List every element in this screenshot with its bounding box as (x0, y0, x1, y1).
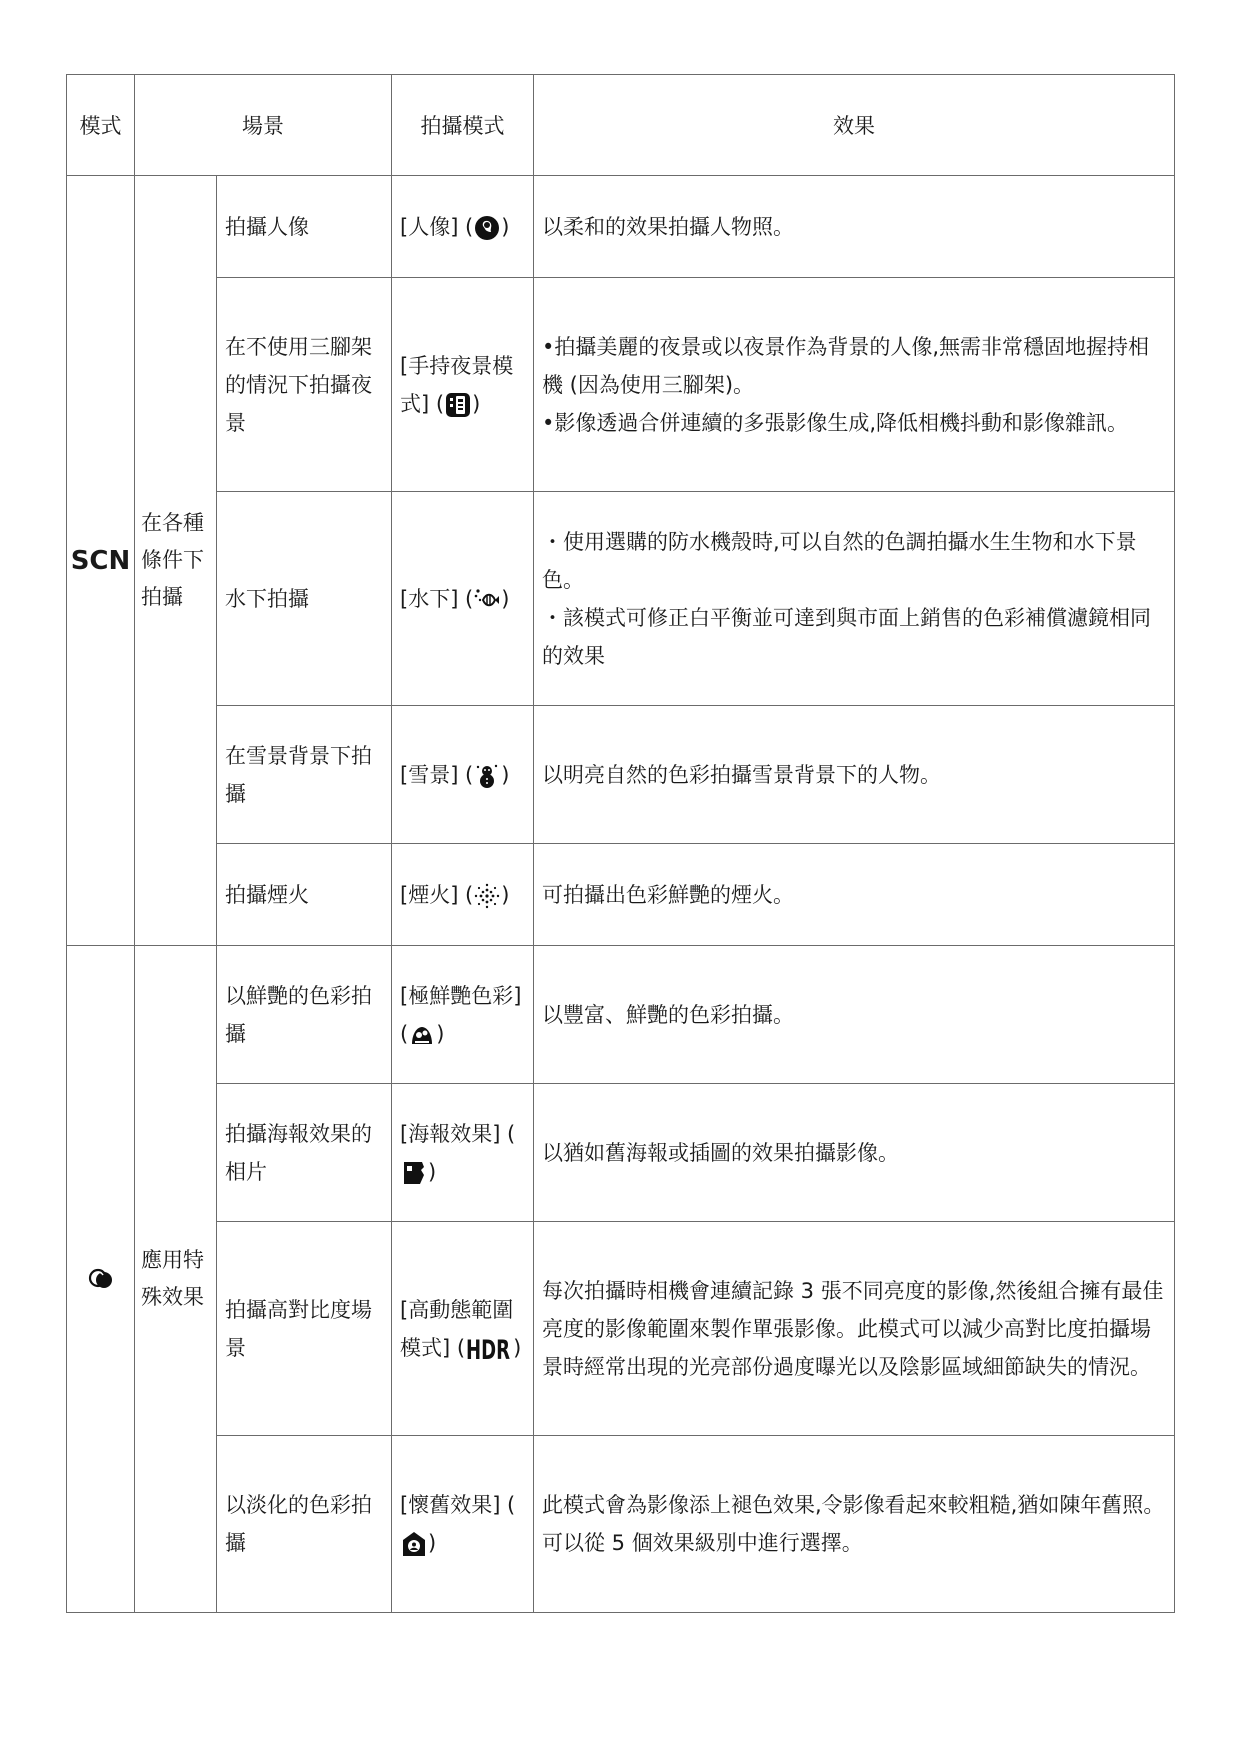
header-mode: 模式 (67, 75, 135, 176)
table-row (67, 844, 1175, 946)
table-row (67, 1436, 1175, 1613)
special-effects-icon (88, 1266, 114, 1292)
mode-cell-special-effects (67, 946, 135, 1613)
scene-cell: 拍攝高對比度場景 (217, 1222, 392, 1436)
header-scene: 場景 (135, 75, 392, 176)
scene-cell: 拍攝人像 (217, 176, 392, 278)
shooting-mode-cell: [懷舊效果] ( ) (392, 1436, 534, 1613)
shooting-mode-cell: [煙火] ( ) (392, 844, 534, 946)
effect-cell: 以猶如舊海報或插圖的效果拍攝影像。 (534, 1084, 1175, 1222)
effect-line: ・該模式可修正白平衡並可達到與市面上銷售的色彩補償濾鏡相同的效果 (542, 605, 1151, 668)
effect-cell: 每次拍攝時相機會連續記錄 3 張不同亮度的影像,然後組合擁有最佳亮度的影像範圍來製作單張影像。此模式可以減少高對比度拍攝場景時經常出現的光亮部份過度曝光以及陰影區域細節缺失的情況。 (534, 1222, 1175, 1436)
mode-cell-scn (67, 176, 135, 946)
nostalgic-effect-icon (401, 1531, 427, 1557)
table-row (67, 492, 1175, 706)
scene-cell: 拍攝煙火 (217, 844, 392, 946)
scene-cell: 以鮮艷的色彩拍攝 (217, 946, 392, 1084)
category-cell: 在各種條件下拍攝 (135, 176, 217, 946)
shooting-mode-label: [高動態範圍模式] ( (400, 1297, 514, 1360)
effect-cell: 此模式會為影像添上褪色效果,令影像看起來較粗糙,猶如陳年舊照。可以從 5 個效果級別中進行選擇。 (534, 1436, 1175, 1613)
effect-cell: 以明亮自然的色彩拍攝雪景背景下的人物。 (534, 706, 1175, 844)
scene-cell: 在不使用三腳架的情況下拍攝夜景 (217, 278, 392, 492)
table-row (67, 1084, 1175, 1222)
scene-cell: 水下拍攝 (217, 492, 392, 706)
shooting-modes-table (66, 74, 1175, 1613)
shooting-mode-label: [人像] ( (400, 214, 474, 239)
shooting-mode-label: [懷舊效果] ( (400, 1493, 516, 1517)
scene-cell: 在雪景背景下拍攝 (217, 706, 392, 844)
shooting-mode-label: [極鮮艷色彩] ( (400, 983, 522, 1046)
scene-cell: 拍攝海報效果的相片 (217, 1084, 392, 1222)
shooting-mode-cell: [極鮮艷色彩] ( ) (392, 946, 534, 1084)
shooting-mode-cell: [雪景] ( ) (392, 706, 534, 844)
table-row (67, 706, 1175, 844)
fireworks-icon (474, 883, 500, 909)
effect-cell (534, 492, 1175, 706)
table-row (67, 278, 1175, 492)
portrait-icon (474, 215, 500, 241)
handheld-night-icon (445, 392, 471, 418)
effect-cell: 可拍攝出色彩鮮艷的煙火。 (534, 844, 1175, 946)
table-row (67, 946, 1175, 1084)
poster-effect-icon (401, 1160, 427, 1186)
snow-icon (474, 763, 500, 789)
svg-text:HDR: HDR (466, 1334, 511, 1364)
header-shooting-mode: 拍攝模式 (392, 75, 534, 176)
effect-line: ・使用選購的防水機殼時,可以自然的色調拍攝水生生物和水下景色。 (542, 529, 1137, 592)
category-cell: 應用特殊效果 (135, 946, 217, 1613)
effect-line: •拍攝美麗的夜景或以夜景作為背景的人像,無需非常穩固地握持相機 (因為使用三腳架)。 (542, 334, 1150, 397)
shooting-mode-label: [煙火] ( (400, 882, 474, 907)
shooting-mode-label: [手持夜景模式] ( (400, 353, 514, 416)
header-effect: 效果 (534, 75, 1175, 176)
table-row (67, 1222, 1175, 1436)
scene-cell: 以淡化的色彩拍攝 (217, 1436, 392, 1613)
shooting-mode-cell: [人像] ( ) (392, 176, 534, 278)
shooting-mode-cell: [水下] ( ) (392, 492, 534, 706)
shooting-mode-cell: [海報效果] ( ) (392, 1084, 534, 1222)
scn-mode-label: SCN (70, 545, 131, 576)
shooting-mode-cell: [手持夜景模式] ( ) (392, 278, 534, 492)
effect-cell: 以豐富、鮮艷的色彩拍攝。 (534, 946, 1175, 1084)
shooting-mode-cell: [高動態範圍模式] ( HDR ) (392, 1222, 534, 1436)
hdr-icon (466, 1334, 512, 1364)
vivid-color-icon (409, 1022, 435, 1048)
effect-line: •影像透過合併連續的多張影像生成,降低相機抖動和影像雜訊。 (542, 410, 1129, 435)
table-header-row (67, 75, 1175, 176)
underwater-icon (474, 587, 500, 613)
table-row (67, 176, 1175, 278)
shooting-mode-label: [水下] ( (400, 586, 474, 611)
effect-cell (534, 278, 1175, 492)
shooting-mode-label: [海報效果] ( (400, 1121, 516, 1146)
shooting-mode-label: [雪景] ( (400, 762, 474, 787)
effect-cell: 以柔和的效果拍攝人物照。 (534, 176, 1175, 278)
